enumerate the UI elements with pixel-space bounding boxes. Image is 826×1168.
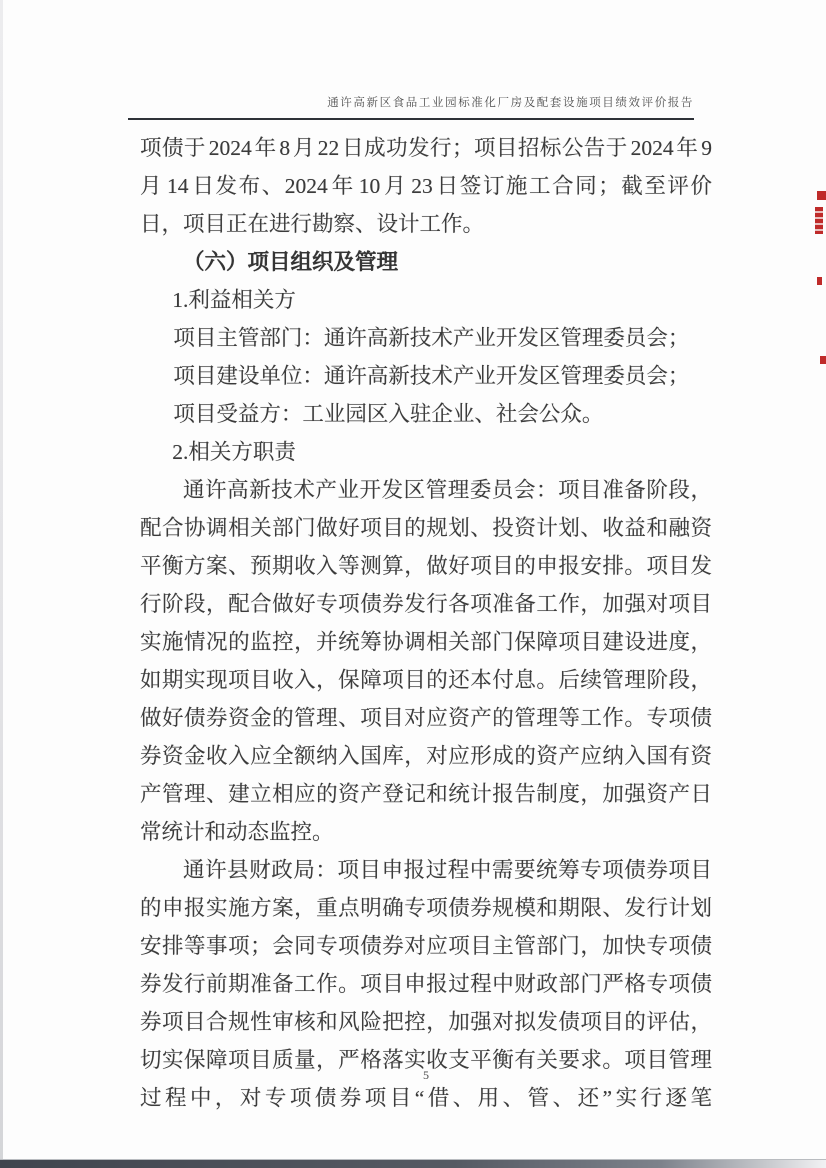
- paragraph: 通许高新技术产业开发区管理委员会：项目准备阶段，配合协调相关部门做好项目的规划、投资计划、收益和融资平衡方案、预期收入等测算，做好项目的申报安排。项目发行阶段，配合做好专项债券发行各项准备工作，加强对项目实施情况的监控，并统筹协调相关部门保障项目建设进度，如期实现项目收入，保障项目的还本付息。后续管理阶段，做好债券资金的管理、项目对应资产的管理等工作。专项债券资金收入应全额纳入国库，对应形成的资产应纳入国有资产管理、建立相应的资产登记和统计报告制度，加强资产日常统计和动态监控。: [140, 478, 712, 844]
- list-line: 项目受益方：工业园区入驻企业、社会公众。: [173, 402, 604, 426]
- red-stamp-fragment: [820, 356, 826, 364]
- document-body: [140, 129, 712, 1117]
- header-rule: [128, 118, 694, 120]
- list-line: 项目建设单位：通许高新技术产业开发区管理委员会；: [173, 364, 690, 388]
- red-stamp-fragment: [817, 277, 822, 285]
- scan-left-edge: [0, 0, 3, 1168]
- subsection-heading: 1.利益相关方: [172, 288, 296, 312]
- paragraph-continuation: 项债于 2024 年 8 月 22 日成功发行；项目招标公告于 2024 年 9 月 14 日发布、2024 年 10 月 23 日签订施工合同；截至评价日，项目正在进行勘察、设计工作。: [140, 136, 712, 236]
- running-header-title: 通许高新区食品工业园标准化厂房及配套设施项目绩效评价报告: [327, 97, 694, 109]
- page-footer: [140, 1068, 712, 1083]
- scan-bottom-edge: [0, 1159, 826, 1168]
- list-line: 项目主管部门：通许高新技术产业开发区管理委员会；: [173, 326, 690, 350]
- red-stamp-fragment: [815, 207, 823, 234]
- section-heading: （六）项目组织及管理: [183, 250, 399, 274]
- red-stamp-fragment: [817, 191, 826, 200]
- page-number: 5: [423, 1068, 429, 1082]
- subsection-heading: 2.相关方职责: [172, 440, 296, 464]
- paragraph: 通许县财政局：项目申报过程中需要统筹专项债券项目的申报实施方案，重点明确专项债券规模和期限、发行计划安排等事项；会同专项债券对应项目主管部门，加快专项债券发行前期准备工作。项目申报过程中财政部门严格专项债券项目合规性审核和风险把控，加强对拟发债项目的评估，切实保障项目质量，严格落实收支平衡有关要求。项目管理过程中，对专项债券项目“借、用、管、还”实行逐笔: [140, 858, 712, 1110]
